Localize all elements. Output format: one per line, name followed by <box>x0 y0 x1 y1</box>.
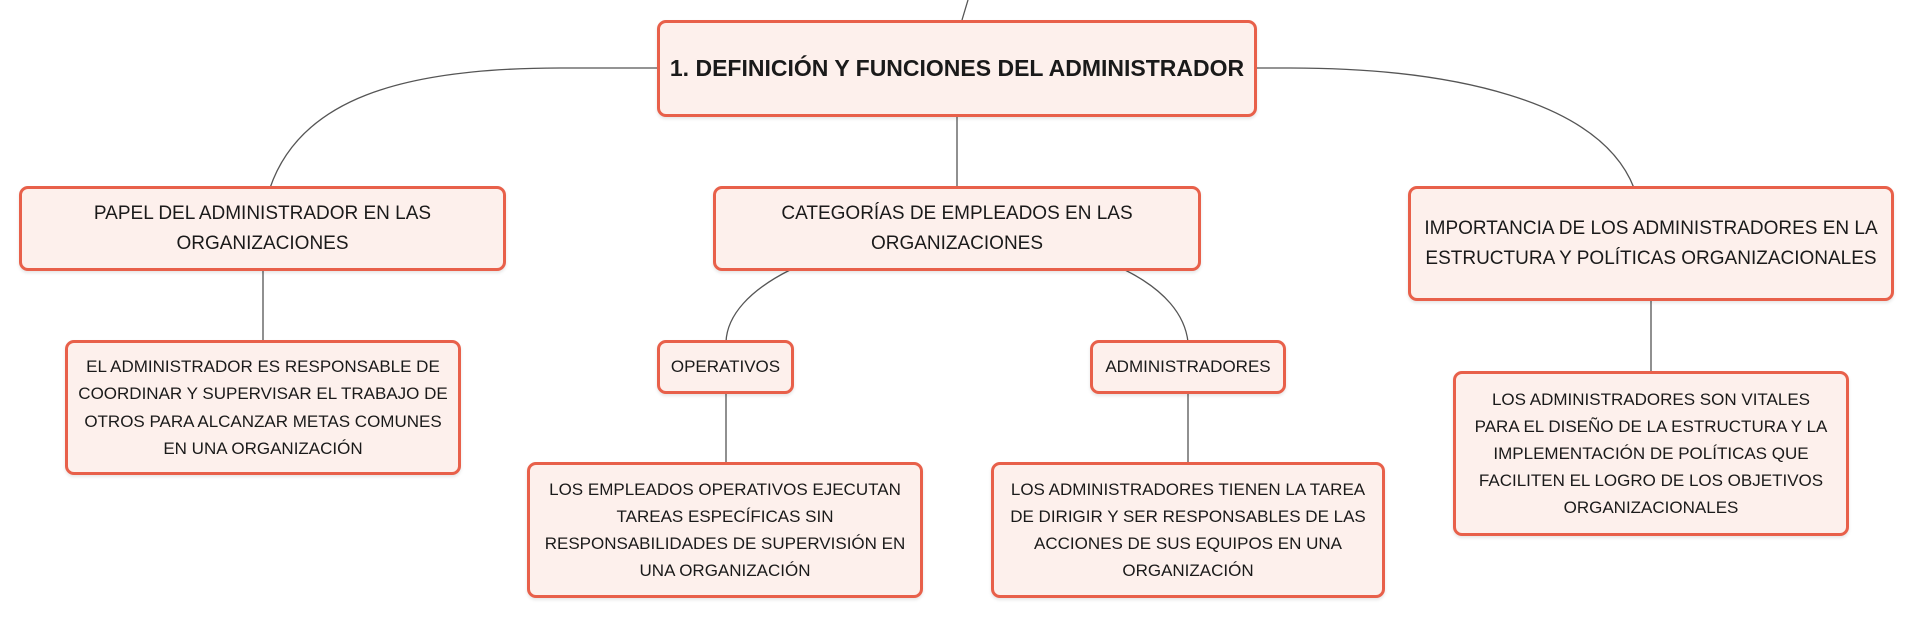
detail-importancia-text: LOS ADMINISTRADORES SON VITALES PARA EL DISEÑO DE LA ESTRUCTURA Y LA IMPLEMENTACIÓN DE POLÍTICAS QUE FACILITEN EL LOGRO DE LOS OBJETIVOS ORGANIZACIONALES <box>1474 389 1828 518</box>
topic-importancia-node[interactable] <box>1408 186 1894 301</box>
subtopic-operativos-node[interactable] <box>657 340 794 394</box>
root-topic-node[interactable] <box>657 20 1257 117</box>
connector-root-to-importancia <box>1256 68 1634 188</box>
detail-papel-text: EL ADMINISTRADOR ES RESPONSABLE DE COORDINAR Y SUPERVISAR EL TRABAJO DE OTROS PARA ALCANZAR METAS COMUNES EN UNA ORGANIZACIÓN <box>78 357 448 458</box>
detail-administradores-node[interactable] <box>991 462 1385 598</box>
detail-importancia-node[interactable] <box>1453 371 1849 536</box>
connector-categorias-to-administradores <box>1125 270 1188 342</box>
topic-importancia-label: IMPORTANCIA DE LOS ADMINISTRADORES EN LA ESTRUCTURA Y POLÍTICAS ORGANIZACIONALES <box>1424 218 1878 269</box>
topic-papel-node[interactable] <box>19 186 506 271</box>
detail-administradores-text: LOS ADMINISTRADORES TIENEN LA TAREA DE DIRIGIR Y SER RESPONSABLES DE LAS ACCIONES DE SUS EQUIPOS EN UNA ORGANIZACIÓN <box>1010 479 1366 581</box>
subtopic-administradores-node[interactable] <box>1090 340 1286 394</box>
connector-parent-to-root <box>962 0 968 20</box>
connector-categorias-to-operativos <box>726 270 790 342</box>
topic-categorias-label: CATEGORÍAS DE EMPLEADOS EN LAS ORGANIZACIONES <box>781 203 1133 254</box>
topic-categorias-node[interactable] <box>713 186 1201 271</box>
topic-papel-label: PAPEL DEL ADMINISTRADOR EN LAS ORGANIZACIONES <box>93 203 432 254</box>
connector-root-to-papel <box>270 68 660 188</box>
subtopic-administradores-label: ADMINISTRADORES <box>1105 357 1271 377</box>
detail-operativos-text: LOS EMPLEADOS OPERATIVOS EJECUTAN TAREAS ESPECÍFICAS SIN RESPONSABILIDADES DE SUPERVISIÓN EN UNA ORGANIZACIÓN <box>544 479 906 581</box>
subtopic-operativos-label: OPERATIVOS <box>670 357 781 377</box>
detail-papel-node[interactable] <box>65 340 461 475</box>
root-topic-label: 1. DEFINICIÓN Y FUNCIONES DEL ADMINISTRADOR <box>669 54 1245 81</box>
detail-operativos-node[interactable] <box>527 462 923 598</box>
